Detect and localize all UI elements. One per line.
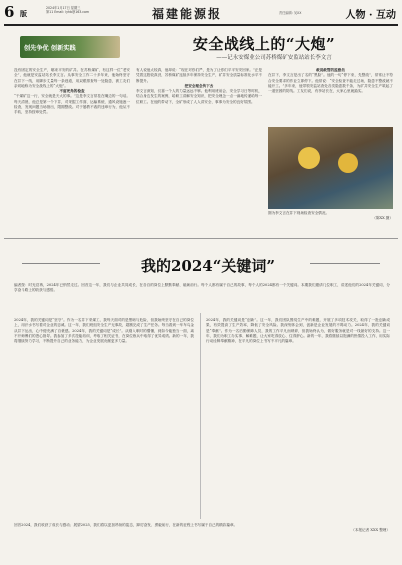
header-rule — [4, 24, 398, 26]
column-1-subheading: 不留死角的检查 — [59, 89, 85, 94]
column-1-text: 没有固定的安全生产，哪来平安的矿井。在苏桥煤矿，有这样一位“老安全”，他就是安监站站长李文言。从事安全工作二十多年来，他始终坚守在井下一线，用脚步丈量每一条巷道，用双眼排查每一处隐患，被工友们亲切地称为安全战线上的“大炮”。 — [14, 68, 130, 88]
column-1-text-continued: “干煤矿这一行，安全就是天大的事。”这是李文言常挂在嘴边的一句话。每天清晨，他总是第一个下井，对采掘工作面、运输系统、通风设施逐一检查，发现问题当场指出，限期整改。对于屡教不改的违章行为，他从不手软，坚持按章处罚。 — [14, 94, 130, 115]
feature-credit: （本报记者 XXX 整理） — [351, 528, 390, 533]
article-column-1 — [14, 68, 130, 236]
feature-column-right: 2024年，我的关键词是“创新”。这一年，我们团队围绕生产中的难题，开展了多项技术攻关，取得了一批创新成果，有效提高了生产效率，降低了安全风险。我深刻体会到，创新是企业发展的不竭动力。2024年，我的关键词是“奉献”。作为一名后勤保障人员，我的工作平凡而琐碎，但我始终认为，做好服务就是对一线最好的支持。这一年，我们为职工办实事、解难题，让大家吃得放心、住得舒心。新的一年，我将继续以饱满的热情投入工作，用实际行动诠释奉献精神，在平凡的岗位上书写不平凡的篇章。 — [206, 318, 390, 344]
issue-contact: 第11 Email: lyhb@163.com — [46, 10, 90, 14]
section-divider — [4, 238, 398, 239]
column-3-subheading: 敢说敢管的监督员 — [316, 68, 345, 72]
issue-date: 2024年1月17日 星期三 — [46, 6, 81, 10]
page-header — [4, 3, 398, 25]
masthead: 福建能源报 — [152, 7, 223, 21]
feature-column-left: 2024年，我的关键词是“坚守”。作为一名井下采煤工，我每天面对的是黑暗与危险，但我始终坚守在自己的岗位上，用汗水书写着对企业的忠诚。这一年，我们班组安全生产无事故，超额完成了生产任务。每当看到一车车乌金从井下运出，心中便充满了自豪感。2024年，我的关键词是“成长”。从刚入职时的懵懂，到如今能独当一面，离不开师傅们的悉心指导。我参加了多次技能培训，考取了相关证书，在岗位练兵中取得了优异成绩。新的一年，我将继续努力学习，不断提升自己的业务能力，为企业发展贡献更多力量。 — [14, 318, 194, 344]
feature-closing-text: 回首2024，我们收获了成长与感动；展望2025，我们将以更加昂扬的姿态，踔厉奋发、勇毅前行，在新的征程上书写属于自己的精彩篇章。 — [14, 523, 238, 527]
section-title: 人物 · 互动 — [345, 10, 396, 21]
column-2-text: 有人说他太较真，他却说：“现在对你们严，是为了让你们平平安安回家。”正是凭着这股较真劲，苏桥煤矿连续多年保持安全生产，矿井安全质量标准化水平不断提升。 — [136, 68, 262, 83]
feature-title: 我的2024“关键词” — [140, 257, 275, 275]
photo-credit: （陈XX 摄） — [372, 216, 393, 220]
article-column-2 — [136, 68, 262, 236]
feature-closing — [14, 523, 390, 534]
editor-credit: 责任编辑: 吴XX — [279, 11, 302, 15]
article-column-3 — [268, 68, 393, 126]
banner-label: 创先争优 创新实践 — [24, 45, 76, 52]
photo-caption — [268, 211, 393, 221]
article-photo — [268, 127, 393, 209]
photo-caption-text: 图为李文言在井下现场检查安全情况。 — [268, 211, 330, 215]
helmet-figure-2 — [338, 153, 358, 173]
column-separator — [200, 313, 201, 519]
column-3-text: 在井下，李文言是出了名的“黑脸”。他的一句“停下来，先整改”，常常让不符合安全要求的作业立即停下。他常说：“安全检查不能走过场，隐患不整改就不能开工。”多年来，他带领安监站查处各类隐患数千条，为矿井安全生产筑起了一道坚固的防线。工友们说，有李站长在，大家心里就踏实。 — [268, 73, 393, 94]
page-number: 6 — [4, 3, 15, 21]
issue-meta — [46, 6, 89, 14]
article-subhead: ——记永安煤业公司苏桥煤矿安监站站长李文言 — [216, 55, 332, 61]
feature-intro: 编者按：时光荏苒，2024年已悄然走过。回首这一年，我们与企业共同成长，在各自的岗位上默默奉献、砥砺前行。每个人都有属于自己的故事，每个人的2024都有一个关键词。本期我们邀请几位职工，讲述他们的2024年关键词，分享奋斗路上的收获与感悟。 — [14, 283, 390, 293]
column-2-subheading: 把安全理念传下去 — [184, 83, 214, 88]
helmet-figure-1 — [298, 147, 320, 169]
column-2-text-continued: 李文言深知，仅靠一个人的力量远远不够。他利用班前会、安全学习日等时机，结合身边发生的案例，给职工讲解安全知识，把安全理念一点一滴地传递给每一位职工。在他的带动下，全矿形成了人人讲安全、事事为安全的良好氛围。 — [136, 89, 262, 104]
article-headline: 安全战线上的“大炮” — [192, 35, 336, 53]
column-banner — [20, 36, 120, 58]
page-number-suffix: 版 — [20, 10, 27, 18]
